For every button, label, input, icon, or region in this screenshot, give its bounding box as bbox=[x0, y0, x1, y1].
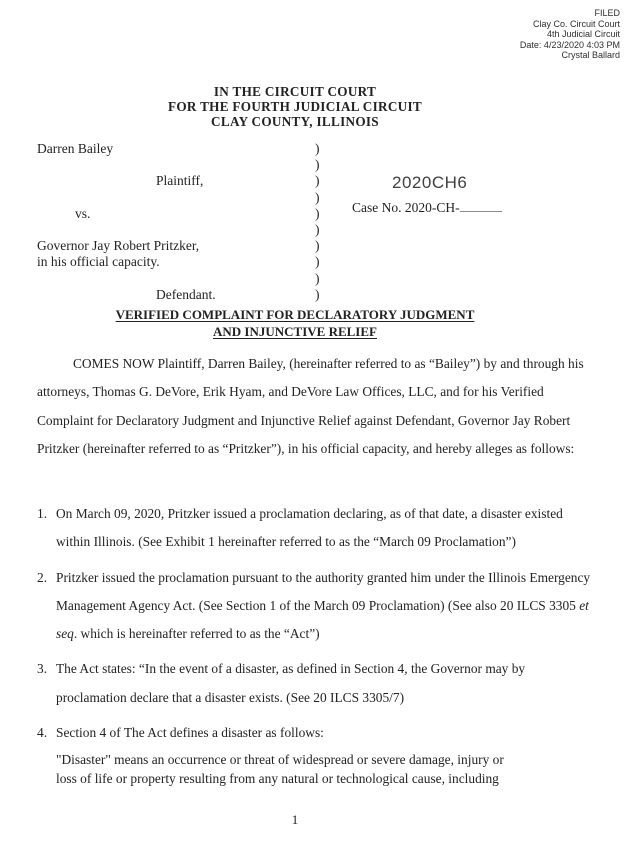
allegation-number: 2. bbox=[37, 569, 48, 585]
allegation-text bbox=[56, 570, 590, 642]
case-number-blank bbox=[460, 199, 502, 212]
court-header-line: CLAY COUNTY, ILLINOIS bbox=[211, 114, 379, 130]
allegation-number: 4. bbox=[37, 725, 48, 741]
intro-paragraph: COMES NOW Plaintiff, Darren Bailey, (hereinafter referred to as “Bailey”) by and through his attorneys, Thomas G. DeVore, Erik Hyam, and DeVore Law Offices, LLC, and for his Verified Complaint for Declaratory Judgment and Injunctive Relief against Defendant, Governor Jay Robert Pritzker (hereinafter referred to as “Pritzker”), in his official capacity, and hereby alleges as follows: bbox=[37, 356, 584, 456]
text-run: Section 4 of The Act defines a disaster as follows: bbox=[56, 725, 324, 741]
statute-quote: "Disaster" means an occurrence or threat of widespread or severe damage, injury or loss of life or property resulting from any natural or technological cause, including bbox=[56, 752, 504, 786]
caption-paren: ) bbox=[315, 238, 320, 254]
caption-paren: ) bbox=[315, 157, 320, 173]
document-title-text: VERIFIED COMPLAINT FOR DECLARATORY JUDGMENT bbox=[115, 307, 475, 322]
court-header-line: IN THE CIRCUIT COURT bbox=[213, 84, 377, 99]
caption-row bbox=[37, 157, 313, 173]
allegations-list bbox=[37, 500, 593, 754]
caption-paren-column bbox=[315, 141, 320, 303]
page-number: 1 bbox=[291, 812, 299, 827]
stamp-line: Crystal Ballard bbox=[561, 50, 620, 60]
case-number-line bbox=[352, 199, 502, 216]
stamp-line: Clay Co. Circuit Court bbox=[532, 18, 620, 29]
filing-stamp bbox=[520, 8, 620, 61]
text-run: The Act states: “In the event of a disaster, as defined in Section 4, the Governor may by proclamation declare that a disaster exists. (See 20 ILCS 3305/7) bbox=[56, 661, 526, 705]
caption-paren: ) bbox=[315, 254, 320, 270]
court-header bbox=[37, 84, 553, 130]
case-number-label: Case No. 2020-CH- bbox=[352, 200, 460, 215]
stamp-line: 4th Judicial Circuit bbox=[546, 29, 620, 39]
text-run: . which is hereinafter referred to as the “Act”) bbox=[73, 626, 320, 642]
caption-row bbox=[37, 190, 313, 206]
text-run: Pritzker issued the proclamation pursuant to the authority granted him under the Illinois Emergency Management Agency Act. (See Section 1 of the March 09 Proclamation) (See also 20 ILCS 3305 bbox=[56, 569, 591, 613]
caption-row: Plaintiff, bbox=[156, 173, 204, 189]
allegation-text bbox=[56, 661, 525, 704]
stamp-line: FILED bbox=[594, 8, 620, 18]
caption-paren: ) bbox=[315, 173, 320, 189]
allegation-item bbox=[37, 719, 593, 747]
caption-row: Darren Bailey bbox=[37, 141, 114, 156]
caption-row: Defendant. bbox=[156, 286, 216, 302]
allegation-item bbox=[37, 655, 593, 712]
caption-row bbox=[37, 222, 313, 238]
caption-row: in his official capacity. bbox=[37, 254, 160, 270]
allegation-item bbox=[37, 564, 593, 649]
document-title-line bbox=[37, 307, 553, 324]
allegation-text bbox=[56, 725, 324, 740]
allegation-text bbox=[56, 506, 563, 549]
caption-row bbox=[37, 271, 313, 287]
caption-paren: ) bbox=[315, 189, 320, 205]
caption-paren: ) bbox=[315, 221, 320, 237]
allegation-number: 3. bbox=[37, 661, 48, 677]
caption-paren: ) bbox=[315, 141, 320, 156]
italic-citation: et seq bbox=[56, 597, 589, 642]
caption-paren: ) bbox=[315, 205, 320, 221]
text-run: On March 09, 2020, Pritzker issued a proclamation declaring, as of that date, a disaster existed within Illinois. (See Exhibit 1 hereinafter referred to as the “March 09 Proclamation”) bbox=[56, 506, 563, 550]
document-title-text: AND INJUNCTIVE RELIEF bbox=[213, 323, 377, 339]
caption-paren: ) bbox=[315, 286, 320, 302]
caption-party-column bbox=[37, 141, 313, 303]
document-title-line bbox=[37, 324, 553, 341]
allegation-number: 1. bbox=[37, 506, 48, 521]
document-title bbox=[37, 307, 553, 340]
stamp-line: Date: 4/23/2020 4:03 PM bbox=[519, 39, 620, 50]
court-header-line: FOR THE FOURTH JUDICIAL CIRCUIT bbox=[167, 99, 423, 115]
allegation-item bbox=[37, 500, 593, 557]
case-number-stamp: 2020CH6 bbox=[392, 173, 468, 192]
caption-row: vs. bbox=[75, 205, 91, 221]
caption-row: Governor Jay Robert Pritzker, bbox=[37, 238, 200, 254]
caption-paren: ) bbox=[315, 270, 320, 286]
